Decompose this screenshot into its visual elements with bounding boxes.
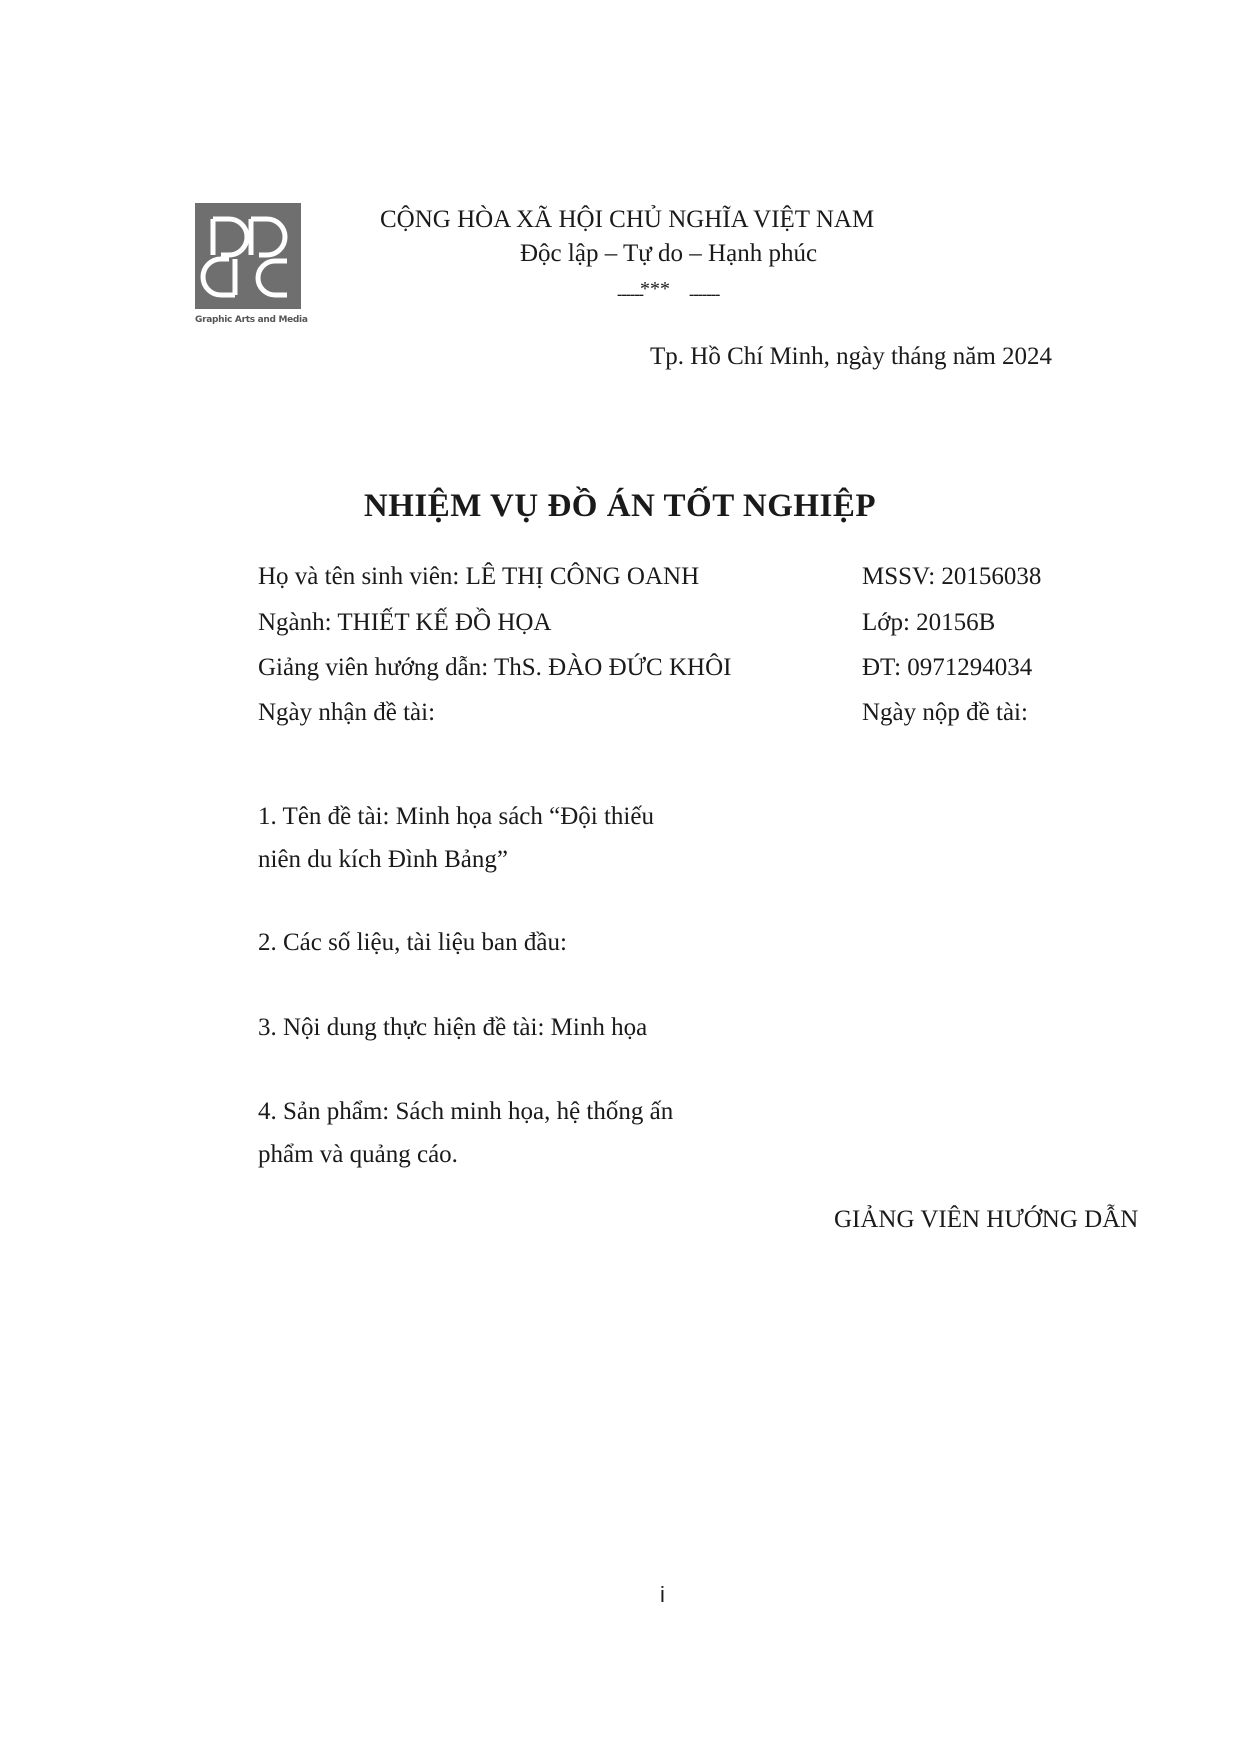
phone: ĐT: 0971294034: [862, 654, 1033, 681]
major: Ngành: THIẾT KẾ ĐỒ HỌA: [258, 609, 552, 636]
motto: Độc lập – Tự do – Hạnh phúc: [520, 240, 818, 267]
section-products-line2: phẩm và quảng cáo.: [258, 1141, 458, 1168]
section-products-line1: 4. Sản phẩm: Sách minh họa, hệ thống ấn: [258, 1098, 674, 1125]
student-name: Họ và tên sinh viên: LÊ THỊ CÔNG OANH: [258, 563, 700, 590]
received-date: Ngày nhận đề tài:: [258, 699, 436, 726]
section-content: 3. Nội dung thực hiện đề tài: Minh họa: [258, 1014, 648, 1041]
student-id: MSSV: 20156038: [862, 563, 1042, 590]
submit-date: Ngày nộp đề tài:: [862, 699, 1028, 726]
logo: [195, 203, 308, 329]
page-title: NHIỆM VỤ ĐỒ ÁN TỐT NGHIỆP: [363, 488, 877, 524]
section-topic-line2: niên du kích Đình Bảng”: [258, 846, 508, 873]
section-initial-data: 2. Các số liệu, tài liệu ban đầu:: [258, 929, 567, 956]
gam-logo-icon: [195, 203, 301, 309]
supervisor-info: Giảng viên hướng dẫn: ThS. ĐÀO ĐỨC KHÔI: [258, 654, 732, 681]
section-topic-line1: 1. Tên đề tài: Minh họa sách “Đội thiếu: [258, 803, 654, 830]
class: Lớp: 20156B: [862, 609, 996, 636]
divider-right: -------: [689, 286, 720, 303]
logo-caption: Graphic Arts and Media: [195, 315, 308, 325]
date-line: Tp. Hồ Chí Minh, ngày tháng năm 2024: [650, 343, 1053, 370]
page-number: i: [660, 1582, 665, 1607]
divider-stars: ***: [640, 278, 670, 300]
divider-left: ------: [617, 286, 643, 303]
country-heading: CỘNG HÒA XÃ HỘI CHỦ NGHĨA VIỆT NAM: [380, 206, 875, 233]
signature-label: GIẢNG VIÊN HƯỚNG DẪN: [834, 1206, 1139, 1233]
